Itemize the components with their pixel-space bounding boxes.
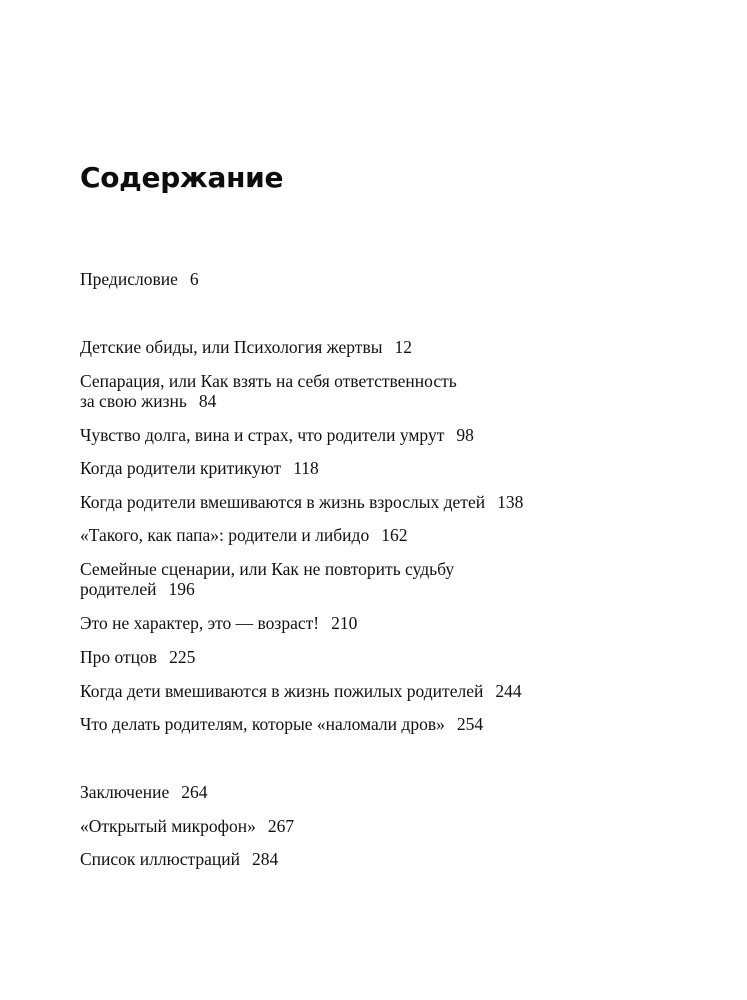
toc-entry-title: Когда родители вмешиваются в жизнь взрослых детей <box>80 492 486 512</box>
toc-entry <box>80 492 680 512</box>
page-title: Содержание <box>80 161 284 194</box>
toc-entry-page: 12 <box>394 337 412 357</box>
toc-entry-page: 284 <box>251 849 279 869</box>
toc-entry-page: 118 <box>293 458 319 478</box>
toc-entry-title: «Открытый микрофон» <box>80 816 256 836</box>
toc-entry <box>80 525 680 545</box>
toc-entry <box>80 782 680 802</box>
toc-entry <box>80 269 680 289</box>
toc-entry-page: 210 <box>331 613 358 633</box>
toc-entry-title: Чувство долга, вина и страх, что родители умрут <box>80 425 445 445</box>
toc-entry-title: Когда дети вмешиваются в жизнь пожилых родителей <box>80 681 484 701</box>
toc-entry-page: 84 <box>198 391 217 411</box>
toc-entry <box>80 816 680 836</box>
toc-entry-title: Детские обиды, или Психология жертвы <box>80 337 383 357</box>
toc-entry-page: 225 <box>169 647 196 667</box>
toc-entry-title-line2: родителей <box>80 579 157 599</box>
toc-entry-page: 98 <box>456 425 474 445</box>
toc-entry <box>80 337 680 357</box>
toc-entry-title: Сепарация, или Как взять на себя ответственность <box>80 371 457 391</box>
toc-entry-title: Заключение <box>80 782 170 802</box>
toc-entry-title: Когда родители критикуют <box>80 458 282 478</box>
toc-entry <box>80 458 680 478</box>
toc-entry <box>80 714 680 734</box>
toc-entry-title: «Такого, как папа»: родители и либидо <box>80 525 370 545</box>
toc-entry-page: 254 <box>456 714 484 734</box>
toc-entry-page: 264 <box>181 782 208 802</box>
toc-entry-page: 6 <box>189 269 199 289</box>
toc-entry-page: 196 <box>168 579 195 599</box>
toc-entry <box>80 613 680 633</box>
toc-entry <box>80 371 680 411</box>
toc-entry <box>80 559 680 599</box>
toc-entry-title: Предисловие <box>80 269 178 289</box>
toc-entry <box>80 849 680 869</box>
toc-entry <box>80 647 680 667</box>
toc-entry-page: 138 <box>497 492 524 512</box>
toc-entry-title-continued <box>80 579 680 599</box>
toc-entry-title: Про отцов <box>80 647 158 667</box>
toc-entry <box>80 425 680 445</box>
toc-entry-title: Это не характер, это — возраст! <box>80 613 320 633</box>
toc-entry-title: Семейные сценарии, или Как не повторить судьбу <box>80 559 455 579</box>
toc-entry-page: 244 <box>495 681 522 701</box>
toc-entry-page: 162 <box>381 525 408 545</box>
toc-entry <box>80 681 680 701</box>
toc-entry-title-continued <box>80 391 680 411</box>
toc-entry-page: 267 <box>267 816 295 836</box>
toc-entry-title: Что делать родителям, которые «наломали дров» <box>80 714 445 734</box>
toc-entry-title: Список иллюстраций <box>80 849 240 869</box>
toc-entry-title-line2: за свою жизнь <box>80 391 187 411</box>
